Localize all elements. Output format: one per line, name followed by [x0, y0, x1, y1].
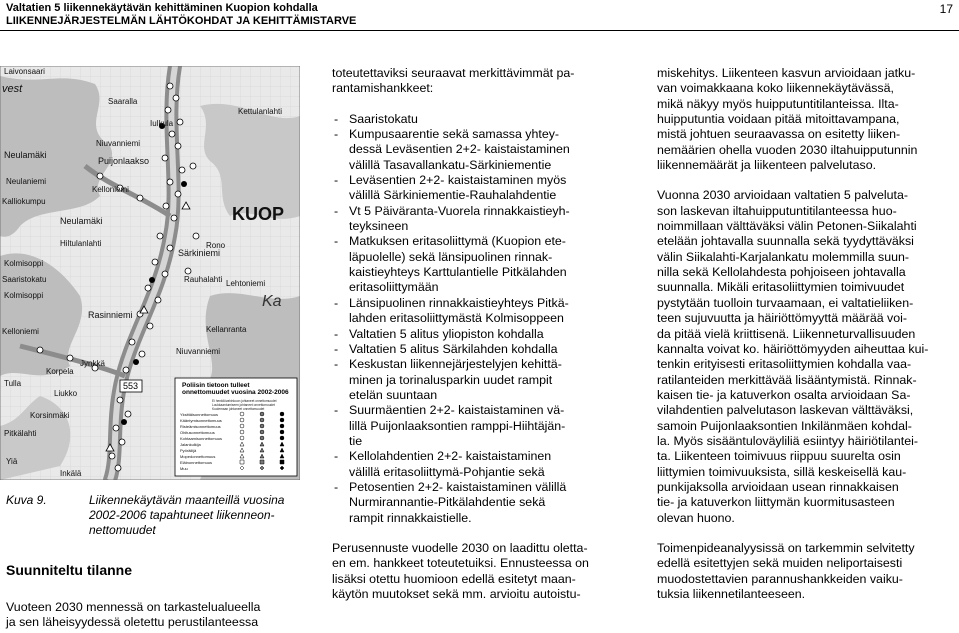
project-list-item-line: lahden eritasoliittymästä Kolmisoppeen [349, 311, 564, 326]
paragraph-line: Toimenpideanalyysissä on tarkemmin selvitetty [657, 540, 915, 555]
project-list-item [332, 296, 632, 327]
map-label: Lehtoniemi [226, 279, 266, 288]
paragraph-line: kaisen tie- ja katuverkon osalta arvioidaan Sa- [657, 387, 911, 402]
header-title-line1: Valtatien 5 liikennekäytävän kehittäminen Kuopion kohdalla [6, 2, 318, 14]
project-list-item-line: - Valtatien 5 alitus yliopiston kohdalla [349, 326, 544, 341]
outro-line: Perusennuste vuodelle 2030 on laadittu oletta- [332, 540, 588, 555]
paragraph-line: kannalta voivat ko. häiriöttömyyden aiheuttaa kui- [657, 341, 929, 356]
legend-row-label: Jalankulkija [180, 442, 201, 447]
map-label: Neulaniemi [6, 177, 47, 186]
paragraph-line: samoin Puijonlaaksontien Inkilänmäen kohdal- [657, 418, 912, 433]
map-label: Kolmisoppi [4, 259, 44, 268]
paragraph-line: suunnalla. Mikäli eritasoliittymien toimivuudet [657, 280, 905, 295]
paragraph-line: miskehitys. Liikenteen kasvun arvioidaan jatku- [657, 66, 916, 80]
paragraph-line: son laskevan iltahuipputuntitilanteessa huo- [657, 203, 897, 218]
project-list-item-line: dessä Leväsentien 2+2- kaistaistaminen [349, 142, 570, 157]
section-body [6, 600, 303, 631]
paragraph-line: van voimakkaana koko liikennekäytävässä, [657, 81, 894, 96]
project-list-item-line: rampit rinnakkaistielle. [349, 510, 472, 525]
outro-line: käytön muutokset sekä mm. arvioitu autoistu- [332, 587, 581, 601]
section-body-line2: ja sen läheisyydessä oletettu perustilanteessa [6, 615, 259, 630]
map-label-city: KUOP [232, 204, 285, 224]
outro-line: en em. hankkeet toteutetuiksi. Ennusteessa on [332, 556, 589, 571]
legend-col-header: Ei henkilövahinkoon johtaneet onnettomuudet [212, 399, 277, 403]
paragraph-line: etelään johtavalla suunnalla sekä tyydyttäväksi [657, 234, 914, 249]
paragraph-line: noimmillaan välttäväksi välin Petonen-Siikalahti [657, 219, 917, 234]
paragraph-2 [657, 188, 954, 526]
project-list-item-line: - Länsipuolinen rinnakkaistieyhteys Pitkä- [349, 295, 569, 310]
accident-map [0, 66, 300, 480]
legend-row-label: Ohitusonnettomuus [180, 430, 215, 435]
map-label: Kelloniemi [2, 327, 39, 336]
paragraph-line: liikennemäärät ja liikenteen palvelutaso. [657, 158, 877, 173]
paragraph-line: vilahdentien palvelutason laskevan välttäväksi, [657, 403, 914, 418]
map-label: Kelloniemi [92, 185, 129, 194]
project-list-item-line: - Vt 5 Päiväranta-Vuorela rinnakkaistieyh- [349, 203, 570, 218]
paragraph-line: teen sujuvuutta ja häiriöttömyyttä määrää voi- [657, 311, 908, 326]
legend-row-label: Kääntymisonnettomuus [180, 418, 222, 423]
project-list-item-line: läpuolelle) sekä länsipuolinen rinnak- [349, 249, 553, 264]
map-label: Ka [262, 293, 282, 310]
intro-line1: toteutettaviksi seuraavat merkittävimmät pa- [332, 66, 575, 80]
paragraph-line: välin Siikalahti-Karjalankatu molemmilla suun- [657, 249, 910, 264]
text-column-middle [332, 66, 632, 602]
paragraph-line: mikä näkyy myös huipputuntitilanteissa. Ilta- [657, 96, 899, 111]
paragraph-line: da pitää vielä kriittisenä. Liikenneturvallisuuden [657, 326, 916, 341]
map-label: Niuvanniemi [176, 347, 221, 356]
map-label: Kalliokumpu [2, 197, 46, 206]
project-list-item [332, 357, 632, 403]
map-label: Kolmisoppi [4, 291, 44, 300]
map-label: Yiä [6, 457, 18, 466]
map-label: Rasinniemi [88, 310, 133, 320]
legend-row-label: Mopedonnettomuus [180, 454, 216, 459]
map-label: Laivonsaari [4, 67, 45, 76]
project-list-item [332, 204, 632, 235]
project-list-item-line: minen ja torinalusparkin uudet rampit [349, 372, 553, 387]
project-list-item [332, 127, 632, 173]
map-label: Kellanranta [206, 325, 247, 334]
legend-col-header: Kuolemaan johtaneet onnettomuudet [212, 407, 265, 411]
map-legend [175, 378, 297, 476]
section-heading: Suunniteltu tilanne [6, 562, 132, 578]
paragraph-line: nilla sekä Kellolahdesta pohjoiseen johtavalla [657, 265, 906, 280]
paragraph-line: mistä johtuen seuraavassa on esitetty liiken- [657, 127, 901, 142]
project-list-item-line: Nurmirannantie-Pitkälahdentie sekä [349, 495, 546, 510]
map-label: Puijonlaakso [98, 156, 150, 166]
paragraph-line: huipputuntia voidaan pitää mitoittavampana, [657, 112, 900, 127]
map-label: vest [2, 83, 23, 95]
map-label: Kettulanlahti [238, 107, 283, 116]
project-list-item-line: - Valtatien 5 alitus Särkilahden kohdalla [349, 341, 558, 356]
project-list-item [332, 173, 632, 204]
map-label: Hiltulanlahti [60, 239, 102, 248]
paragraph-line: Vuonna 2030 arvioidaan valtatien 5 palveluta- [657, 188, 908, 203]
project-list-item [332, 327, 632, 342]
outro-line: lisäksi otettu huomioon edellä esitetyt maan- [332, 571, 576, 586]
project-list-item-line: välillä Särkiniementie-Rauhalahdentie [349, 188, 557, 203]
legend-col-header: Loukkaantumiseen johtaneet onnettomuudet [212, 403, 275, 407]
map-label: Inkälä [60, 469, 82, 478]
caption-line2: 2002-2006 tapahtuneet liikenneon- [89, 507, 275, 522]
map-label: Pitkälahti [4, 429, 37, 438]
paragraph-line: olevan huono. [657, 510, 735, 525]
project-list-item-line: tie [349, 433, 363, 448]
paragraph-line: ta. Liikenteen toimivuus riippuu suurelta osin [657, 449, 901, 464]
project-list-item-line: eritasoliittymään [349, 280, 439, 295]
project-list-item [332, 112, 632, 127]
text-column-right [657, 66, 954, 602]
project-list-item-line: etelän suuntaan [349, 387, 438, 402]
caption-line1: Liikennekäytävän maanteillä vuosina [89, 493, 285, 507]
legend-row-label: Eläinonnettomuus [180, 460, 213, 465]
paragraph-line: tuksia liikennetilanteeseen. [657, 587, 806, 601]
legend-row-label: Risteämisonnettomuus [180, 424, 221, 429]
legend-row-label: Muu [180, 466, 188, 471]
project-list-item-line: - Matkuksen eritasoliittymä (Kuopion ete- [349, 234, 566, 249]
caption-text [89, 493, 301, 537]
paragraph-line: ratilanteiden merkittävää lisääntymistä. Rinnak- [657, 372, 917, 387]
project-list-item [332, 403, 632, 449]
map-label: Korsinmäki [30, 411, 70, 420]
paragraph-line: liittymien toimivuuksista, sillä keskeisellä kau- [657, 464, 907, 479]
project-list-item [332, 234, 632, 295]
project-list-item-line: välillä eritasoliittymä-Pohjantie sekä [349, 464, 545, 479]
project-list-item-line: - Leväsentien 2+2- kaistaistaminen myös [349, 173, 567, 188]
project-list-item-line: lillä Puijonlaaksontien ramppi-Hiihtäjän- [349, 418, 566, 433]
section-body-line1: Vuoteen 2030 mennessä on tarkastelualueella [6, 600, 261, 614]
caption-line3: nettomuudet [89, 522, 156, 537]
paragraph-line: punkijaksolla arvioidaan usean rinnakkaisen [657, 479, 899, 494]
project-list-item [332, 449, 632, 480]
header-rule [0, 30, 959, 31]
paragraph-line: tenkin erityisesti eritasoliittymien kohdalla vaa- [657, 357, 912, 372]
paragraph-line: edellä esitettyjen sekä muiden neliportaisesti [657, 556, 903, 571]
legend-row-label: Pyöräilijä [180, 448, 197, 453]
map-label: Neulamäki [4, 150, 47, 160]
column-intro [332, 66, 632, 97]
map-label: Iulkula [150, 119, 174, 128]
intro-line2: rantamishankkeet: [332, 81, 434, 96]
legend-row-label: Kohtaamisonnettomuus [180, 436, 223, 441]
paragraph-line: tie- ja katuverkon liittymän kuormitusasteen [657, 495, 895, 510]
project-list-item [332, 480, 632, 526]
paragraph-1 [657, 66, 954, 173]
map-label: Saaralla [108, 97, 138, 106]
legend-row-label: Yksittäisonnettomuus [180, 412, 219, 417]
map-label: Jynkkä [80, 359, 105, 368]
legend-title-line1: Poliisin tietoon tulleet [182, 382, 250, 389]
road-number: 553 [123, 381, 139, 391]
column-outro [332, 541, 632, 602]
caption-label: Kuva 9. [6, 493, 47, 507]
project-list-item-line: välillä Tasavallankatu-Särkiniementie [349, 157, 552, 172]
paragraph-line: la. Myös sisääntuloväyliliä esiintyy häiriötilantei- [657, 433, 919, 448]
map-label: Tulla [4, 379, 22, 388]
project-list-item-line: kaistieyhteys Karttulantielle Pitkälahden [349, 265, 567, 280]
paragraph-line: nemäärien ohella vuoden 2030 iltahuipputunnin [657, 142, 918, 157]
header-title-line2: LIIKENNEJÄRJESTELMÄN LÄHTÖKOHDAT JA KEHITTÄMISTARVE [6, 15, 357, 27]
project-list-item-line: - Keskustan liikennejärjestelyjen kehittä- [349, 357, 562, 372]
project-list-item-line: - Kumpusaarentie sekä samassa yhtey- [349, 127, 560, 142]
project-list-item-line: - Suurmäentien 2+2- kaistaistaminen vä- [349, 403, 565, 418]
project-list-item-line: - Kellolahdentien 2+2- kaistaistaminen [349, 449, 552, 464]
project-list-item [332, 342, 632, 357]
map-label: Rono [206, 241, 226, 250]
project-list [332, 112, 632, 526]
legend-title-line2: onnettomuudet vuosina 2002-2006 [182, 389, 289, 396]
header-title [6, 2, 356, 28]
map-label: Korpela [46, 367, 74, 376]
map-label: Niuvanniemi [96, 139, 141, 148]
paragraph-line: muodostettavien parannushankkeiden vaiku- [657, 571, 903, 586]
project-list-item-line: - Saaristokatu [349, 111, 418, 126]
paragraph-3 [657, 541, 954, 602]
map-label: Särkiniemi [178, 248, 221, 258]
paragraph-line: pystytään tuolloin turvaamaan, ei valtatieliiken- [657, 295, 914, 310]
project-list-item-line: - Petosentien 2+2- kaistaistaminen välillä [349, 479, 567, 494]
project-list-item-line: teyksineen [349, 219, 409, 234]
map-label: Saaristokatu [2, 275, 47, 284]
map-label: Neulamäki [60, 216, 103, 226]
page-number: 17 [939, 2, 953, 16]
map-label: Liukko [54, 389, 78, 398]
map-label: Rauhalahti [184, 275, 223, 284]
